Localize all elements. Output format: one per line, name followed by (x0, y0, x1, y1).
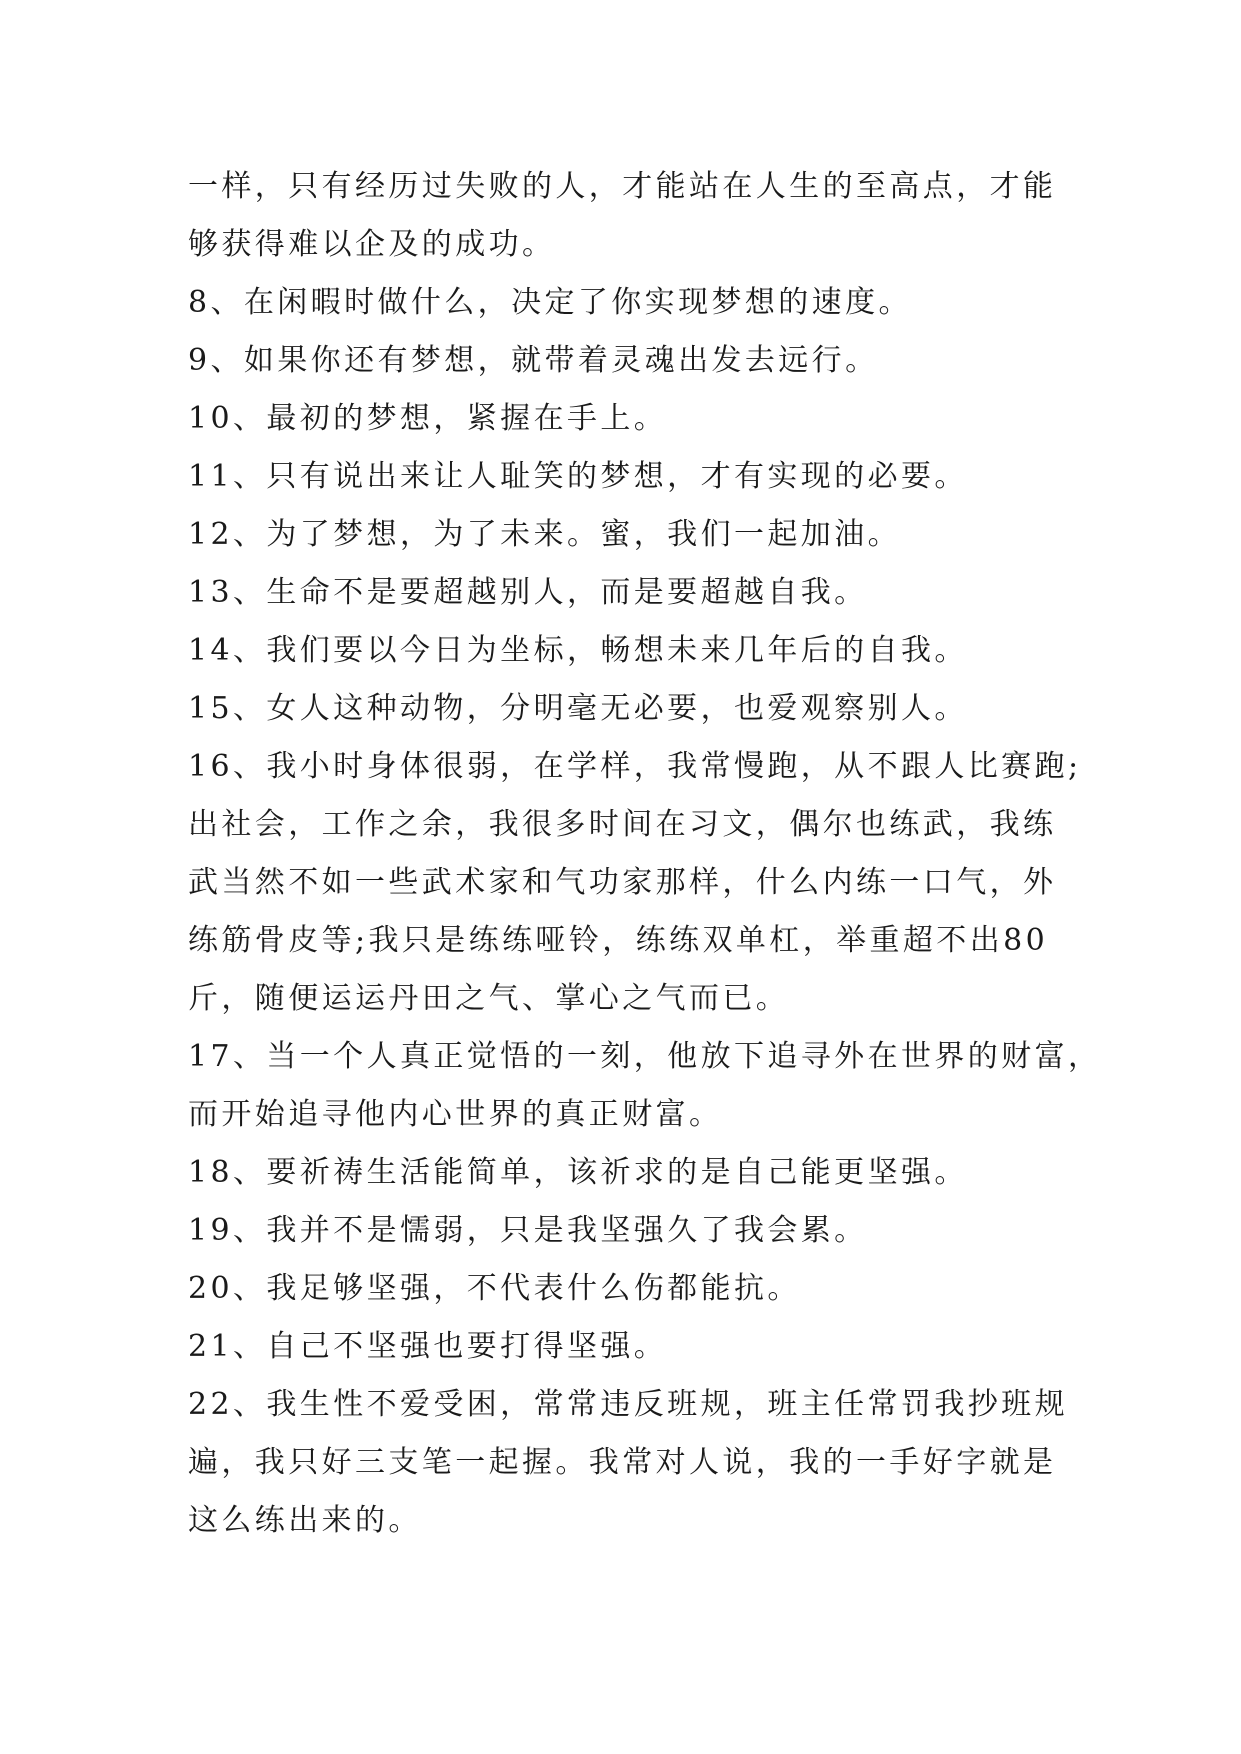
text-line: 10、最初的梦想，紧握在手上。 (188, 401, 668, 436)
text-line: 而开始追寻他内心世界的真正财富。 (188, 1097, 723, 1132)
text-line: 8、在闲暇时做什么，决定了你实现梦想的速度。 (188, 285, 912, 320)
text-line: 12、为了梦想，为了未来。蜜，我们一起加油。 (188, 517, 901, 552)
text-line: 14、我们要以今日为坐标，畅想未来几年后的自我。 (188, 633, 968, 668)
text-line: 19、我并不是懦弱，只是我坚强久了我会累。 (188, 1213, 868, 1248)
text-line: 9、如果你还有梦想，就带着灵魂出发去远行。 (188, 343, 879, 378)
text-line: 够获得难以企及的成功。 (188, 227, 556, 262)
text-line: 练筋骨皮等;我只是练练哑铃，练练双单杠，举重超不出80 (188, 923, 1049, 958)
text-line: 13、生命不是要超越别人，而是要超越自我。 (188, 575, 868, 610)
text-line: 斤，随便运运丹田之气、掌心之气而已。 (188, 981, 790, 1016)
text-line: 18、要祈祷生活能简单，该祈求的是自己能更坚强。 (188, 1155, 968, 1190)
text-line: 15、女人这种动物，分明毫无必要，也爱观察别人。 (188, 691, 968, 726)
text-line: 武当然不如一些武术家和气功家那样，什么内练一口气，外 (188, 865, 1057, 900)
text-line: 16、我小时身体很弱，在学样，我常慢跑，从不跟人比赛跑; (188, 749, 1082, 784)
text-line: 遍，我只好三支笔一起握。我常对人说，我的一手好字就是 (188, 1445, 1057, 1480)
text-line: 11、只有说出来让人耻笑的梦想，才有实现的必要。 (188, 459, 968, 494)
text-line: 21、自己不坚强也要打得坚强。 (188, 1329, 668, 1364)
document-body (188, 158, 1102, 1550)
text-line: 这么练出来的。 (188, 1503, 422, 1538)
text-line: 17、当一个人真正觉悟的一刻，他放下追寻外在世界的财富， (188, 1039, 1102, 1074)
text-line: 20、我足够坚强，不代表什么伤都能抗。 (188, 1271, 801, 1306)
text-line: 一样，只有经历过失败的人，才能站在人生的至高点，才能 (188, 169, 1057, 204)
text-line: 22、我生性不爱受困，常常违反班规，班主任常罚我抄班规 (188, 1387, 1068, 1422)
text-line: 出社会，工作之余，我很多时间在习文，偶尔也练武，我练 (188, 807, 1057, 842)
